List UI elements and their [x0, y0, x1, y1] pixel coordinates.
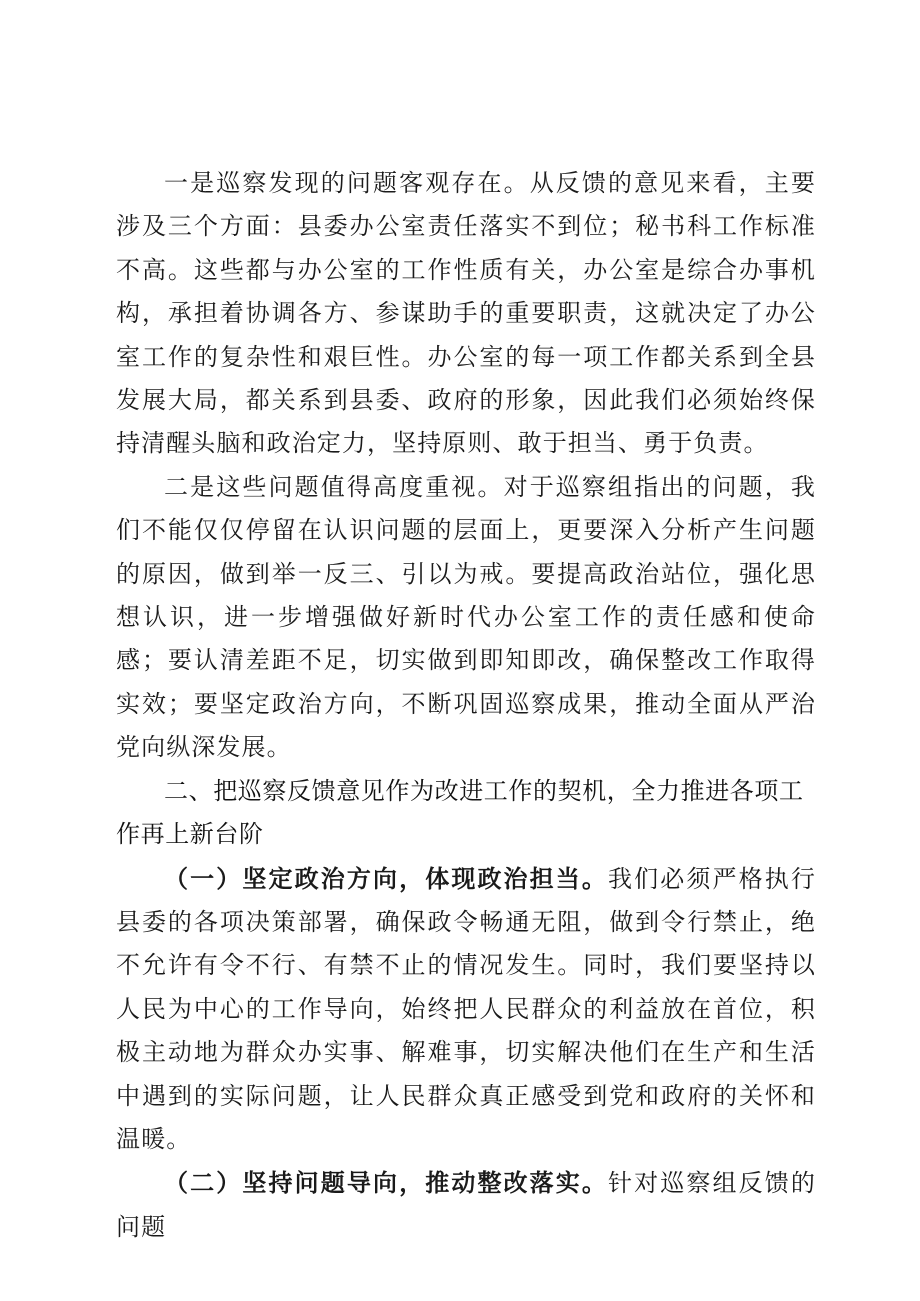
subsection-title: （二）坚持问题导向，推动整改落实。 — [164, 1168, 609, 1198]
section-heading: 二、把巡察反馈意见作为改进工作的契机，全力推进各项工作再上新台阶 — [116, 776, 804, 849]
subsection-problem-orientation — [116, 1161, 816, 1249]
document-body — [116, 162, 816, 1249]
subsection-political-direction — [116, 857, 816, 1162]
subsection-text: 我们必须严格执行县委的各项决策部署，确保政令畅通无阻，做到令行禁止，绝不允许有令不行、有禁不止的情况发生。同时，我们要坚持以人民为中心的工作导向，始终把人民群众的利益放在首位，积极主动地为群众办实事、解难事，切实解决他们在生产和生活中遇到的实际问题，让人民群众真正感受到党和政府的关怀和温暖。 — [116, 864, 816, 1153]
subsection-text: 针对巡察组反馈的问题 — [116, 1169, 816, 1241]
paragraph-problems-exist: 一是巡察发现的问题客观存在。从反馈的意见来看，主要涉及三个方面：县委办公室责任落实不到位；秘书科工作标准不高。这些都与办公室的工作性质有关，办公室是综合办事机构，承担着协调各方、参谋助手的重要职责，这就决定了办公室工作的复杂性和艰巨性。办公室的每一项工作都关系到全县发展大局，都关系到县委、政府的形象，因此我们必须始终保持清醒头脑和政治定力，坚持原则、敢于担当、勇于负责。 — [116, 169, 816, 458]
paragraph-problems-attention: 二是这些问题值得高度重视。对于巡察组指出的问题，我们不能仅仅停留在认识问题的层面上，更要深入分析产生问题的原因，做到举一反三、引以为戒。要提高政治站位，强化思想认识，进一步增强做好新时代办公室工作的责任感和使命感；要认清差距不足，切实做到即知即改，确保整改工作取得实效；要坚定政治方向，不断巩固巡察成果，推动全面从严治党向纵深发展。 — [116, 472, 816, 762]
subsection-title: （一）坚定政治方向，体现政治担当。 — [164, 863, 609, 893]
